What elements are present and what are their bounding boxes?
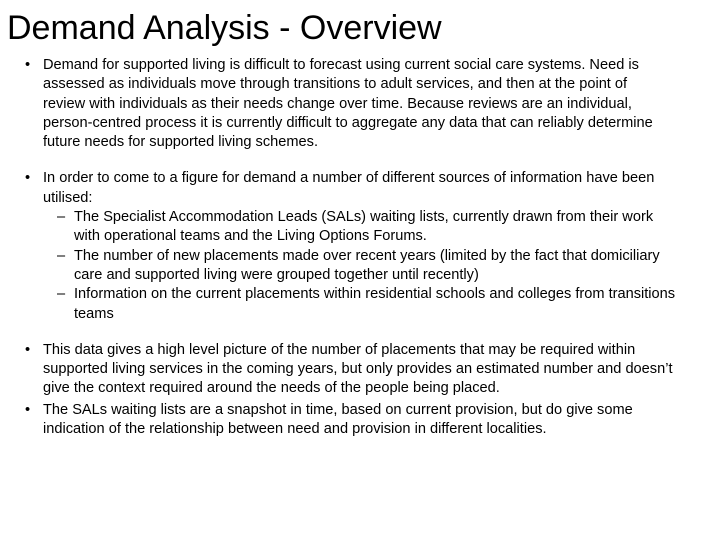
bullet-item — [0, 341, 673, 399]
bullet-marker: • — [25, 57, 31, 73]
page-title: Demand Analysis - Overview — [7, 9, 442, 47]
bullet-text: The SALs waiting lists are a snapshot in time, based on current provision, but do give some indication of the relationship between need and provision in different localities. — [43, 401, 633, 438]
bullet-text: In order to come to a figure for demand a number of different sources of information have been utilised: — [43, 170, 655, 206]
sub-bullet-text: The number of new placements made over recent years (limited by the fact that domiciliary care and supported living were grouped together until recently) — [74, 247, 660, 283]
bullet-marker: • — [25, 401, 31, 418]
sub-bullet-text: The Specialist Accommodation Leads (SALs) waiting lists, currently drawn from their work with operational teams and the Living Options Forums. — [74, 209, 654, 245]
bullet-item — [0, 169, 673, 208]
bullet-marker: • — [25, 341, 31, 358]
sub-bullet-item — [0, 208, 679, 247]
sub-bullet-text: Information on the current placements within residential schools and colleges from transitions teams — [74, 286, 676, 322]
bullet-item — [0, 401, 673, 440]
sub-bullet-item — [0, 285, 679, 324]
sub-bullet-marker: – — [57, 286, 66, 303]
sub-bullet-item — [0, 247, 679, 286]
bullet-text: Demand for supported living is difficult to forecast using current social care systems. Need is assessed as individuals move through transitions to adult services, and then at the point of review with individuals as their needs change over time. Because reviews are an individual, person-centred process it is currently difficult to aggregate any data that can reliably determine future needs for supported living schemes. — [43, 57, 653, 151]
slide-body — [0, 56, 720, 439]
bullet-marker: • — [25, 170, 31, 187]
sub-bullet-marker: – — [57, 209, 66, 226]
bullet-text: This data gives a high level picture of the number of placements that may be required within supported living services in the coming years, but only provides an estimated number and doesn’t give the context required around the needs of the people being placed. — [43, 341, 673, 397]
sub-bullet-marker: – — [57, 247, 66, 264]
bullet-item — [0, 56, 673, 152]
